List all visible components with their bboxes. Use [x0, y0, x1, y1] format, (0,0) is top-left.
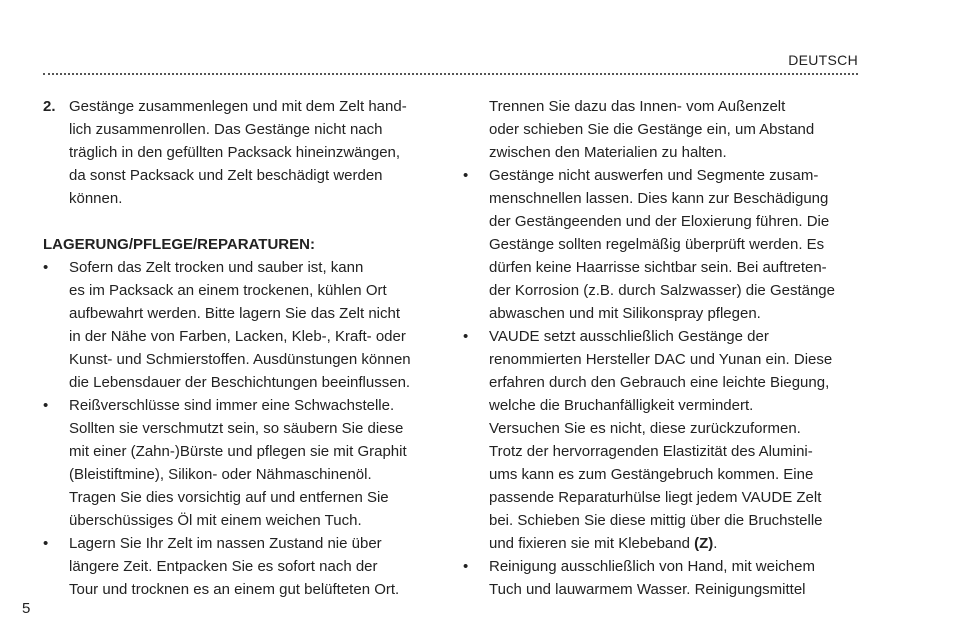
bullet-item [463, 164, 863, 325]
text-line: Reißverschlüsse sind immer eine Schwachstelle. [69, 397, 395, 414]
text-line: ums kann es zum Gestängebruch kommen. Eine [489, 466, 814, 483]
continued-paragraph [463, 95, 863, 164]
bullet-item [463, 325, 863, 555]
bullet-marker: • [43, 259, 49, 276]
left-column [43, 95, 443, 601]
text-line: mit einer (Zahn-)Bürste und pflegen sie mit Graphit [69, 443, 407, 460]
text-line: dürfen keine Haarrisse sichtbar sein. Bei auftreten- [489, 259, 827, 276]
right-column [463, 95, 863, 601]
text-fragment: und fixieren sie mit Klebeband [489, 535, 695, 552]
text-line: Reinigung ausschließlich von Hand, mit weichem [489, 558, 815, 575]
language-label: DEUTSCH [788, 52, 858, 68]
text-line: passende Reparaturhülse liegt jedem VAUDE Zelt [489, 489, 822, 506]
text-line: Lagern Sie Ihr Zelt im nassen Zustand nie über [69, 535, 382, 552]
page-number: 5 [22, 600, 31, 617]
dotted-divider [43, 73, 858, 75]
text-line: Gestänge zusammenlegen und mit dem Zelt hand- [69, 98, 407, 115]
bullet-marker: • [463, 167, 469, 184]
bullet-item [43, 256, 443, 394]
text-line: können. [69, 190, 123, 207]
text-line: Versuchen Sie es nicht, diese zurückzuformen. [489, 420, 801, 437]
text-line: Sollten sie verschmutzt sein, so säubern Sie diese [69, 420, 404, 437]
text-line: aufbewahrt werden. Bitte lagern Sie das Zelt nicht [69, 305, 401, 322]
text-line: (Bleistiftmine), Silikon- oder Nähmaschinenöl. [69, 466, 372, 483]
text-fragment: . [713, 535, 718, 552]
text-line: Trennen Sie dazu das Innen- vom Außenzelt [489, 98, 786, 115]
text-line: die Lebensdauer der Beschichtungen beeinflussen. [69, 374, 411, 391]
bullet-marker: • [463, 328, 469, 345]
text-line: Gestänge sollten regelmäßig überprüft werden. Es [489, 236, 825, 253]
text-line: zwischen den Materialien zu halten. [489, 144, 727, 161]
step-number: 2. [43, 98, 56, 115]
text-line: der Korrosion (z.B. durch Salzwasser) die Gestänge [489, 282, 835, 299]
text-line: Tragen Sie dies vorsichtig auf und entfernen Sie [69, 489, 389, 506]
text-line: bei. Schieben Sie diese mittig über die Bruchstelle [489, 512, 823, 529]
text-line: längere Zeit. Entpacken Sie es sofort nach der [69, 558, 378, 575]
text-line: oder schieben Sie die Gestänge ein, um Abstand [489, 121, 815, 138]
text-line: VAUDE setzt ausschließlich Gestänge der [489, 328, 769, 345]
bullet-marker: • [43, 397, 49, 414]
text-line: in der Nähe von Farben, Lacken, Kleb-, Kraft- oder [69, 328, 406, 345]
text-line: Kunst- und Schmierstoffen. Ausdünstungen können [69, 351, 411, 368]
text-line: menschnellen lassen. Dies kann zur Beschädigung [489, 190, 829, 207]
text-line: erfahren durch den Gebrauch eine leichte Biegung, [489, 374, 830, 391]
section-heading: LAGERUNG/PFLEGE/REPARATUREN: [43, 236, 315, 253]
numbered-step [43, 95, 443, 210]
text-line: Trotz der hervorragenden Elastizität des Alumini- [489, 443, 813, 460]
figure-reference: (Z) [694, 535, 714, 552]
text-line: träglich in den gefüllten Packsack hineinzwängen, [69, 144, 401, 161]
text-line: welche die Bruchanfälligkeit vermindert. [489, 397, 754, 414]
text-line: Tour und trocknen es an einem gut belüfteten Ort. [69, 581, 400, 598]
text-line: renommierten Hersteller DAC und Yunan ein. Diese [489, 351, 833, 368]
text-line [489, 532, 863, 555]
text-line: Sofern das Zelt trocken und sauber ist, kann [69, 259, 364, 276]
bullet-item [43, 532, 443, 601]
text-line: überschüssiges Öl mit einem weichen Tuch. [69, 512, 362, 529]
text-line: abwaschen und mit Silikonspray pflegen. [489, 305, 761, 322]
bullet-marker: • [43, 535, 49, 552]
text-line: Tuch und lauwarmem Wasser. Reinigungsmittel [489, 581, 806, 598]
bullet-item [463, 555, 863, 601]
text-line: da sonst Packsack und Zelt beschädigt werden [69, 167, 383, 184]
text-line: Gestänge nicht auswerfen und Segmente zusam- [489, 167, 819, 184]
text-line: der Gestängeenden und der Eloxierung führen. Die [489, 213, 830, 230]
text-line: es im Packsack an einem trockenen, kühlen Ort [69, 282, 387, 299]
bullet-item [43, 394, 443, 532]
bullet-marker: • [463, 558, 469, 575]
text-line: lich zusammenrollen. Das Gestänge nicht nach [69, 121, 383, 138]
